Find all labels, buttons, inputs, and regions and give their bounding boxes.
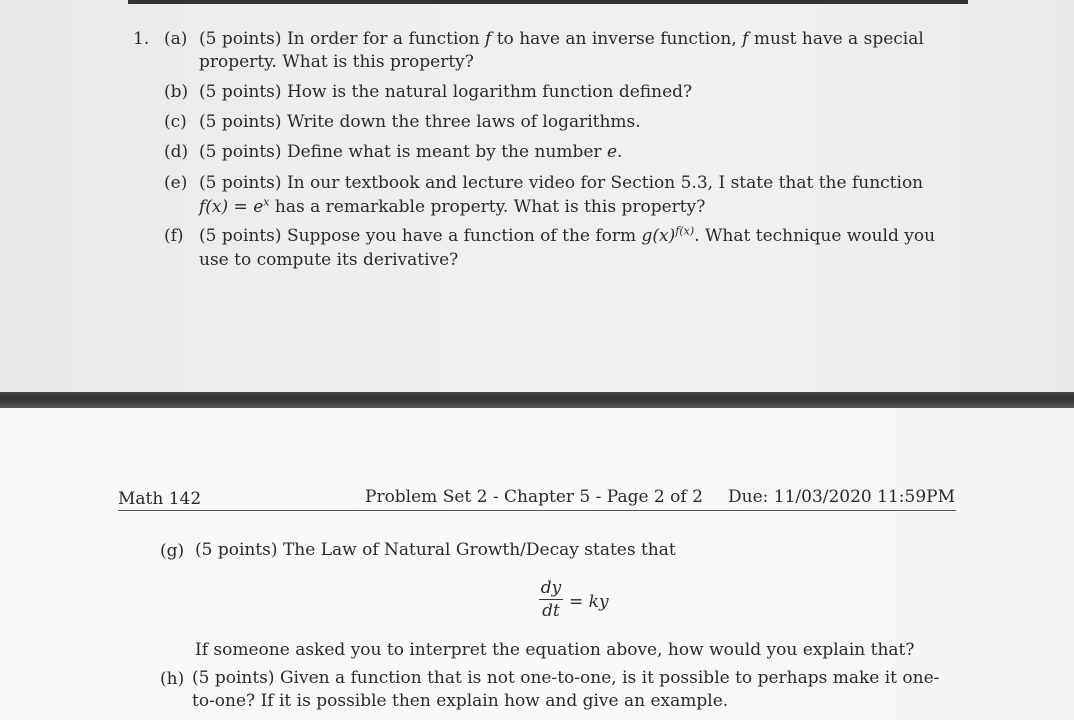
header-rule [118, 510, 956, 511]
item-a-var-f: f [485, 29, 492, 49]
equation-rhs: = ky [569, 592, 609, 612]
item-d-text: (5 points) Define what is meant by the number [199, 142, 602, 162]
item-c-text: (5 points) Write down the three laws of logarithms. [199, 112, 641, 132]
header-title: Problem Set 2 - Chapter 5 - Page 2 of 2 [365, 487, 703, 507]
item-f-label: (f) [164, 226, 184, 246]
item-e-text-post: has a remarkable property. What is this property? [274, 197, 706, 217]
equation-denominator: dt [542, 601, 560, 621]
header-course: Math 142 [118, 489, 202, 509]
item-c-label: (c) [164, 112, 187, 132]
header-due: Due: 11/03/2020 11:59PM [728, 487, 955, 507]
item-g-followup: If someone asked you to interpret the equation above, how would you explain that? [195, 640, 915, 660]
item-f-form-exp: f(x) [675, 224, 695, 238]
top-page-edge [128, 0, 968, 4]
item-h-line1: (5 points) Given a function that is not one-to-one, is it possible to perhaps make it one- [192, 668, 940, 688]
item-a-line2: property. What is this property? [199, 52, 474, 72]
item-h-line2: to-one? If it is possible then explain how and give an example. [192, 691, 729, 711]
item-e-func-eq: = [228, 197, 254, 217]
item-e-func-base: e [253, 197, 264, 217]
fraction-bar [539, 599, 563, 600]
item-f-form-base: g(x) [641, 226, 676, 246]
page-divider [0, 392, 1074, 408]
item-e-func-exp: x [263, 195, 270, 209]
item-d-var-e: e. [606, 142, 623, 162]
item-e-line1: (5 points) In our textbook and lecture video for Section 5.3, I state that the function [199, 173, 924, 193]
item-b-label: (b) [164, 82, 189, 102]
equation-numerator: dy [540, 578, 562, 598]
equation-fraction [539, 578, 563, 621]
item-a-text-pre: (5 points) In order for a function [199, 29, 480, 49]
item-e-label: (e) [164, 173, 188, 193]
item-a-var-f2: f [742, 29, 749, 49]
item-f-line2: use to compute its derivative? [199, 250, 459, 270]
problem-number: 1. [133, 29, 150, 49]
item-h-label: (h) [160, 669, 185, 689]
item-f-text-pre: (5 points) Suppose you have a function of the form [199, 226, 637, 246]
item-f-line1 [199, 225, 935, 247]
item-e-func-lhs: f(x) [199, 197, 229, 217]
item-b-text: (5 points) How is the natural logarithm function defined? [199, 82, 693, 102]
item-a-text-post: must have a special [753, 29, 924, 49]
item-e-line2 [199, 196, 705, 218]
item-d-line [199, 141, 622, 163]
item-g-text: (5 points) The Law of Natural Growth/Decay states that [195, 540, 676, 560]
item-a-label: (a) [164, 29, 188, 49]
item-g-label: (g) [160, 541, 185, 561]
item-a-text-mid: to have an inverse function, [496, 29, 737, 49]
item-f-text-post: . What technique would you [694, 226, 936, 246]
item-a-line1 [199, 28, 924, 50]
item-d-label: (d) [164, 142, 189, 162]
